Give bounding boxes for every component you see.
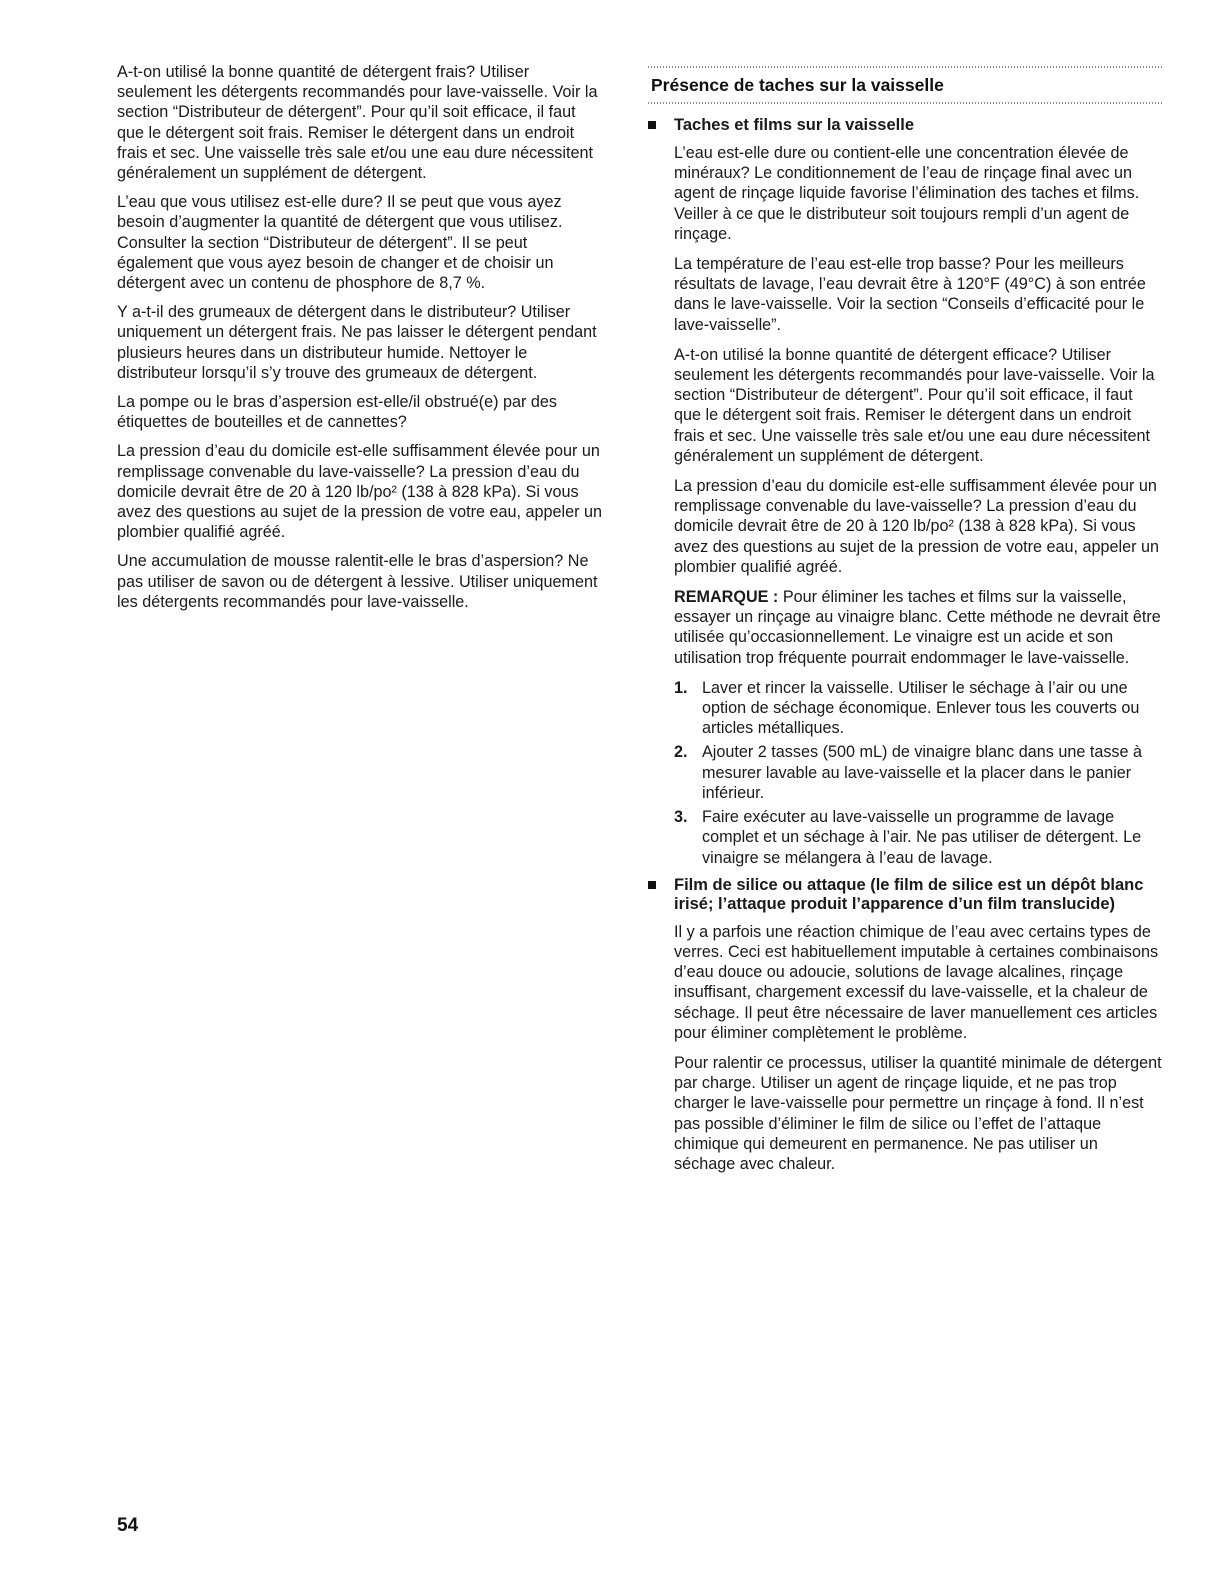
paragraph: La température de l’eau est-elle trop basse? Pour les meilleurs résultats de lavage, l’eau devrait être à 120°F (49°C) à son entrée dans le lave-vaisselle. Voir la section “Conseils d’efficacité pour le lave-vaisselle”. [674,255,1146,334]
step-text: Faire exécuter au lave-vaisselle un programme de lavage complet et un séchage à l’air. Ne pas utiliser de détergent. Le vinaigre se mélangera à l’eau de lavage. [702,808,1142,867]
step-text: Laver et rincer la vaisselle. Utiliser le séchage à l’air ou une option de séchage économique. Enlever tous les couverts ou articles métalliques. [702,678,1140,738]
square-bullet-icon [648,121,656,129]
paragraph: L’eau que vous utilisez est-elle dure? Il se peut que vous ayez besoin d’augmenter la quantité de détergent que vous utilisez. Consulter la section “Distributeur de détergent”. Il se peut également que vous ayez besoin de changer et de choisir un détergent avec un contenu de phosphore de 8,7 %. [117,193,563,293]
paragraph: A-t-on utilisé la bonne quantité de détergent efficace? Utiliser seulement les détergents recommandés pour lave-vaisselle. Voir la section “Distributeur de détergent”. Pour qu’il soit efficace, il faut que le détergent soit frais. Remiser le détergent dans un endroit frais et sec. Une vaisselle très sale et/ou une eau dure nécessitent généralement un supplément de détergent. [674,345,1155,465]
bullet-title: Film de silice ou attaque (le film de silice est un dépôt blanc irisé; l’attaque produit l’apparence d’un film translucide) [674,875,1144,913]
step-number: 2. [674,743,688,762]
paragraph: Pour ralentir ce processus, utiliser la quantité minimale de détergent par charge. Utiliser un agent de rinçage liquide, et ne pas trop charger le lave-vaisselle pour permettre un rinçage à fond. Il n’est pas possible d’éliminer le film de silice ou l’effet de l’attaque chimique qui demeurent en permanence. Ne pas utiliser un séchage avec chaleur. [674,1053,1162,1173]
paragraph: Il y a parfois une réaction chimique de l’eau avec certains types de verres. Ceci est habituellement imputable à certaines combinaisons d’eau douce ou adoucie, solutions de lavage alcalines, rinçage insuffisant, chargement excessif du lave-vaisselle, et la chaleur de séchage. Il peut être nécessaire de laver manuellement ces articles pour éliminer complètement le problème. [674,922,1159,1042]
bullet-body [648,143,1163,868]
step-item [674,807,1163,868]
step-number: 1. [674,678,688,697]
section-heading-band [648,66,1163,104]
note-text: Pour éliminer les taches et films sur la vaisselle, essayer un rinçage au vinaigre blanc. Cette méthode ne devrait être utilisée qu’occasionnellement. Le vinaigre est un acide et son utilisation trop fréquente pourrait endommager le lave-vaisselle. [674,588,1161,667]
step-number: 3. [674,808,688,827]
square-bullet-icon [648,881,656,889]
step-item [674,742,1163,803]
paragraph: La pression d’eau du domicile est-elle suffisamment élevée pour un remplissage convenable du lave-vaisselle? La pression d’eau du domicile devrait être de 20 à 120 lb/po² (138 à 828 kPa). Si vous avez des questions au sujet de la pression de votre eau, appeler un plombier qualifié agréé. [674,477,1160,576]
paragraph: L’eau est-elle dure ou contient-elle une concentration élevée de minéraux? Le conditionnement de l’eau de rinçage final avec un agent de rinçage liquide favorise l’élimination des taches et films. Veiller à ce que le distributeur soit toujours rempli d’un agent de rinçage. [674,144,1140,243]
paragraph: Une accumulation de mousse ralentit-elle le bras d’aspersion? Ne pas utiliser de savon ou de détergent à lessive. Utiliser uniquement les détergents recommandés pour lave-vaisselle. [117,552,598,611]
page-number: 54 [117,1515,139,1536]
bullet-title: Taches et films sur la vaisselle [674,116,914,134]
numbered-steps [674,678,1163,868]
note-paragraph [674,587,1163,668]
section-title: Présence de taches sur la vaisselle [651,75,944,95]
step-item [674,678,1163,739]
paragraph: Y a-t-il des grumeaux de détergent dans le distributeur? Utiliser uniquement un détergent frais. Ne pas laisser le détergent pendant plusieurs heures dans un distributeur humide. Nettoyer le distributeur lorsqu’il s’y trouve des grumeaux de détergent. [117,303,597,382]
paragraph: A-t-on utilisé la bonne quantité de détergent frais? Utiliser seulement les détergents recommandés pour lave-vaisselle. Voir la section “Distributeur de détergent”. Pour qu’il soit efficace, il faut que le détergent soit frais. Remiser le détergent dans un endroit frais et sec. Une vaisselle très sale et/ou une eau dure nécessitent généralement un supplément de détergent. [117,63,598,183]
paragraph: La pression d’eau du domicile est-elle suffisamment élevée pour un remplissage convenable du lave-vaisselle? La pression d’eau du domicile devrait être de 20 à 120 lb/po² (138 à 828 kPa). Si vous avez des questions au sujet de la pression de votre eau, appeler un plombier qualifié agréé. [117,442,603,542]
left-column [117,62,607,621]
right-column [648,62,1163,1184]
bullet-body [648,922,1163,1174]
bullet-heading [648,116,1163,135]
step-text: Ajouter 2 tasses (500 mL) de vinaigre blanc dans une tasse à mesurer lavable au lave-vaisselle et la placer dans le panier inférieur. [702,743,1143,802]
paragraph: La pompe ou le bras d’aspersion est-elle/il obstrué(e) par des étiquettes de bouteilles et de cannettes? [117,393,558,432]
note-label: REMARQUE : [674,588,779,607]
bullet-heading [648,876,1163,914]
